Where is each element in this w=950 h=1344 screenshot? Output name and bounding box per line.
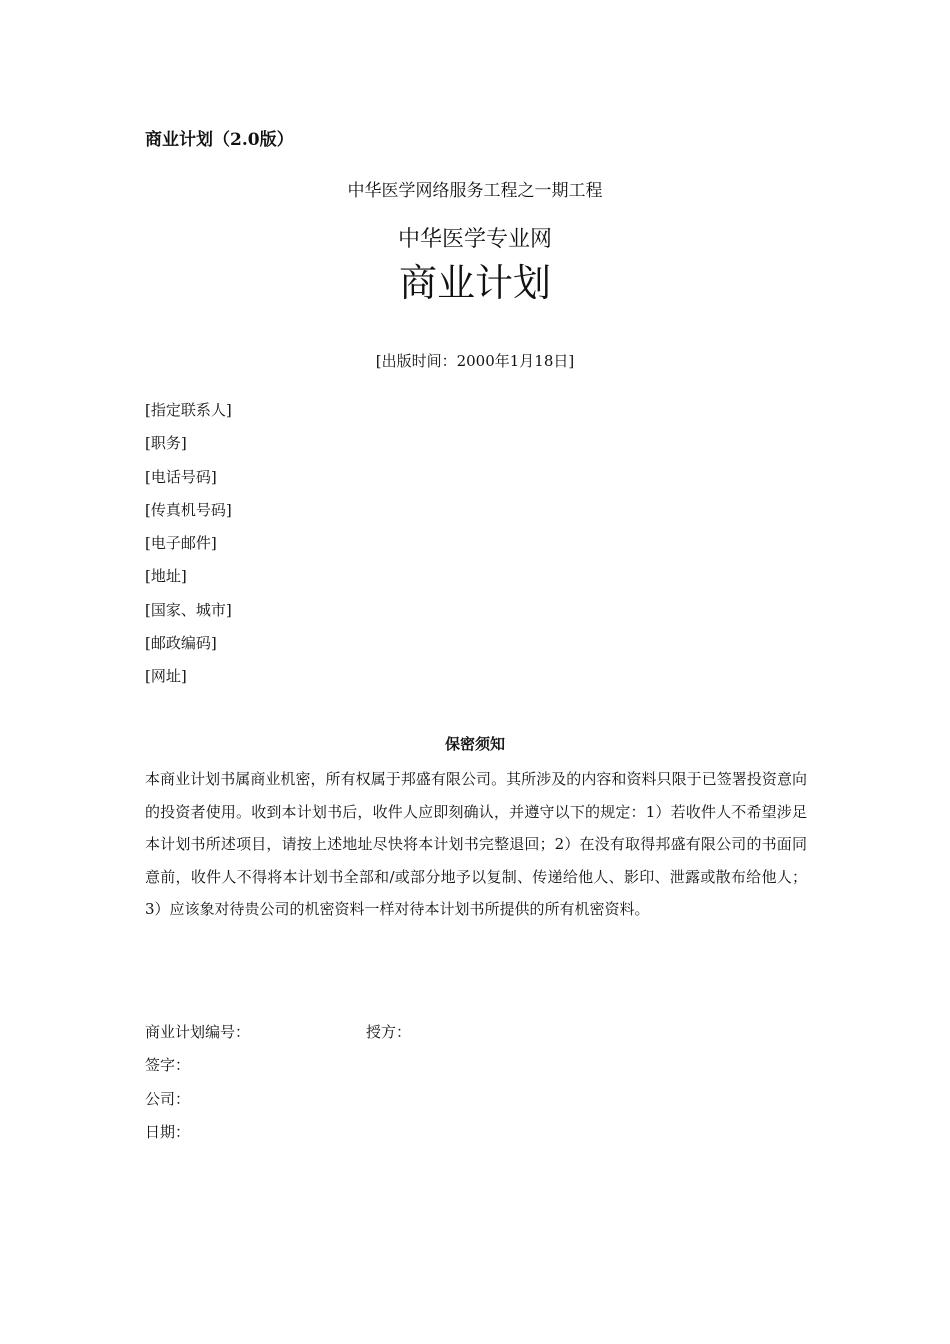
signature-row-plan-number: [145, 1020, 807, 1053]
main-title: 商业计划: [398, 261, 551, 305]
contact-field-address: [地址]: [145, 567, 187, 586]
confidentiality-body: 本商业计划书属商业机密，所有权属于邦盛有限公司。其所涉及的内容和资料只限于已签署投资意向的投资者使用。收到本计划书后，收件人应即刻确认，并遵守以下的规定：1）若收件人不希望涉足本计划书所述项目，请按上述地址尽快将本计划书完整退回；2）在没有取得邦盛有限公司的书面同意前，收件人不得将本计划书全部和/或部分地予以复制、传递给他人、影印、泄露或散布给他人；3）应该象对待贵公司的机密资料一样对待本计划书所提供的所有机密资料。: [145, 770, 807, 919]
signature-row-date: [145, 1120, 807, 1153]
date-label: 日期：: [145, 1122, 191, 1141]
contact-field-email: [电子邮件]: [145, 534, 217, 553]
contact-field-country-city: [国家、城市]: [145, 600, 232, 619]
confidentiality-heading: 保密须知: [444, 735, 505, 753]
contact-field-position: [职务]: [145, 434, 187, 453]
contact-field-fax: [传真机号码]: [145, 500, 232, 519]
signature-row-sign: [145, 1053, 807, 1086]
company-label: 公司：: [145, 1089, 191, 1108]
contact-field-phone: [电话号码]: [145, 467, 217, 486]
grantee-label: 授方：: [366, 1023, 412, 1041]
publish-date: [出版时间：2000年1月18日]: [375, 352, 575, 370]
plan-number-label: 商业计划编号：: [145, 1023, 251, 1041]
contact-field-website: [网址]: [145, 667, 187, 686]
sign-label: 签字：: [145, 1056, 191, 1075]
contact-field-list: [145, 398, 232, 698]
contact-field-contact-person: [指定联系人]: [145, 401, 232, 419]
document-subtitle: 中华医学网络服务工程之一期工程: [347, 181, 603, 201]
signature-row-company: [145, 1087, 807, 1120]
contact-field-postal-code: [邮政编码]: [145, 634, 217, 653]
site-name: 中华医学专业网: [397, 227, 552, 252]
document-title: 商业计划（2.0版）: [145, 130, 294, 150]
signature-block: [145, 1020, 807, 1153]
